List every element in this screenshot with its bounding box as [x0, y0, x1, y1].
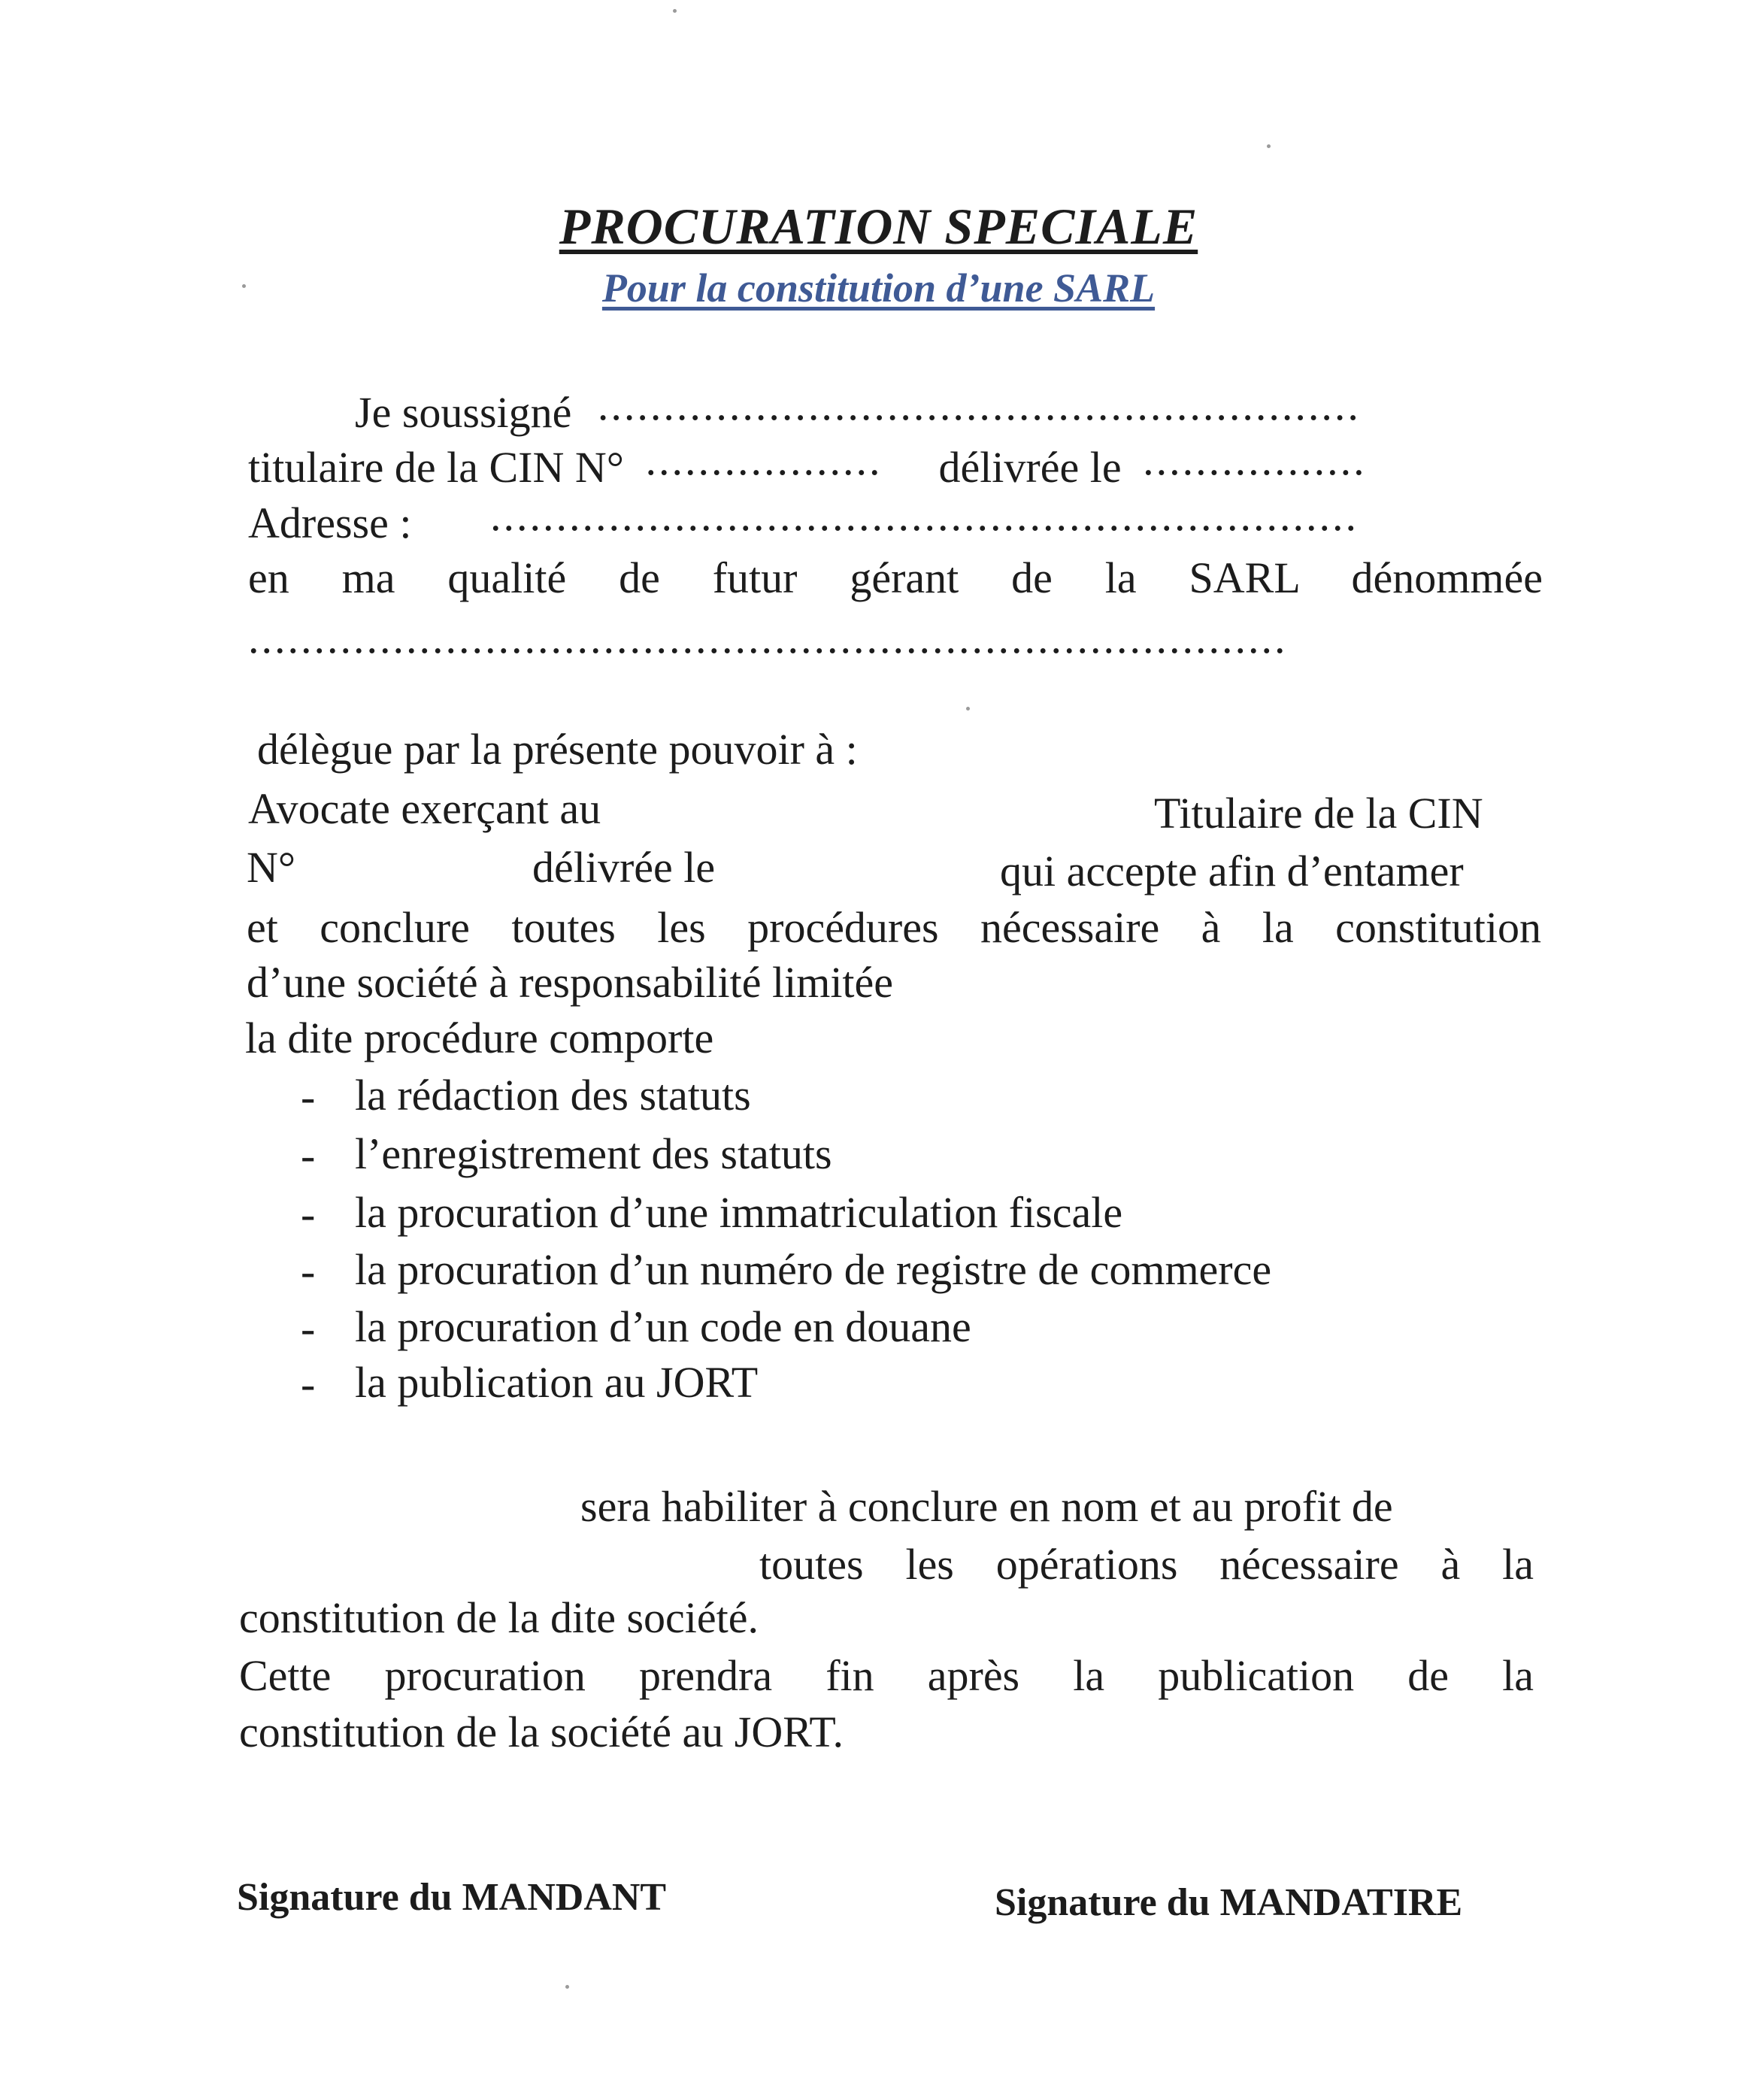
list-item-text: la rédaction des statuts: [355, 1071, 751, 1120]
scan-speck: [242, 284, 246, 288]
list-item-text: la procuration d’un numéro de registre de commerce: [355, 1245, 1272, 1294]
fill-cin: ..................: [645, 438, 883, 482]
bullet-dash: -: [301, 1359, 316, 1408]
fill-delivree: .................: [1143, 438, 1367, 482]
label-soussigne: Je soussigné: [355, 388, 572, 437]
closing-line-4: Cette procuration prendra fin après la publication de la: [239, 1651, 1534, 1700]
list-item-text: la procuration d’un code en douane: [355, 1302, 971, 1351]
delegation-line-5: d’une société à responsabilité limitée: [247, 958, 894, 1007]
list-item-text: la procuration d’une immatriculation fiscale: [355, 1188, 1123, 1237]
list-item-text: l’enregistrement des statuts: [355, 1129, 832, 1178]
delegation-line-2b: Titulaire de la CIN: [1154, 789, 1483, 838]
document-title: PROCURATION SPECIALE: [559, 198, 1198, 255]
closing-line-5: constitution de la société au JORT.: [239, 1708, 844, 1756]
delegation-line-2a: Avocate exerçant au: [248, 784, 601, 833]
delegation-line-4: et conclure toutes les procédures nécessaire à la constitution: [247, 903, 1541, 952]
delegation-line-3c: qui accepte afin d’entamer: [1000, 847, 1464, 895]
bullet-dash: -: [301, 1072, 316, 1121]
header-line-1: [355, 383, 1477, 435]
fill-soussigne: ..........................................................: [597, 383, 1361, 427]
document-subtitle: Pour la constitution d’une SARL: [601, 265, 1156, 311]
scan-speck: [673, 9, 677, 13]
fill-denomination: ...............................................................................: [248, 617, 1288, 660]
signature-mandataire-label: Signature du MANDATIRE: [995, 1881, 1463, 1924]
closing-line-1: sera habiliter à conclure en nom et au profit de: [580, 1482, 1393, 1531]
fill-adresse: ..................................................................: [489, 494, 1359, 538]
scan-speck: [1267, 144, 1271, 148]
bullet-dash: -: [301, 1131, 316, 1180]
scan-speck: [966, 707, 970, 711]
header-line-5: [248, 617, 1519, 668]
bullet-dash: -: [301, 1304, 316, 1353]
label-delivree: délivrée le: [938, 443, 1122, 492]
closing-line-2: toutes les opérations nécessaire à la: [759, 1540, 1534, 1589]
header-line-2: [248, 438, 1459, 492]
scan-speck: [565, 1985, 569, 1989]
signature-mandant-label: Signature du MANDANT: [237, 1876, 667, 1919]
header-line-4: en ma qualité de futur gérant de la SARL dénommée: [248, 553, 1543, 602]
label-adresse: Adresse :: [248, 498, 412, 547]
closing-line-3: constitution de la dite société.: [239, 1593, 759, 1642]
list-item-text: la publication au JORT: [355, 1358, 759, 1407]
delegation-line-1: délègue par la présente pouvoir à :: [257, 725, 858, 774]
delegation-line-6: la dite procédure comporte: [245, 1014, 714, 1062]
header-line-3: [248, 494, 1516, 545]
label-cin: titulaire de la CIN N°: [248, 443, 624, 492]
bullet-dash: -: [301, 1189, 316, 1238]
delegation-line-3a: N°: [247, 843, 296, 892]
delegation-line-3b: délivrée le: [532, 843, 716, 892]
bullet-dash: -: [301, 1247, 316, 1295]
